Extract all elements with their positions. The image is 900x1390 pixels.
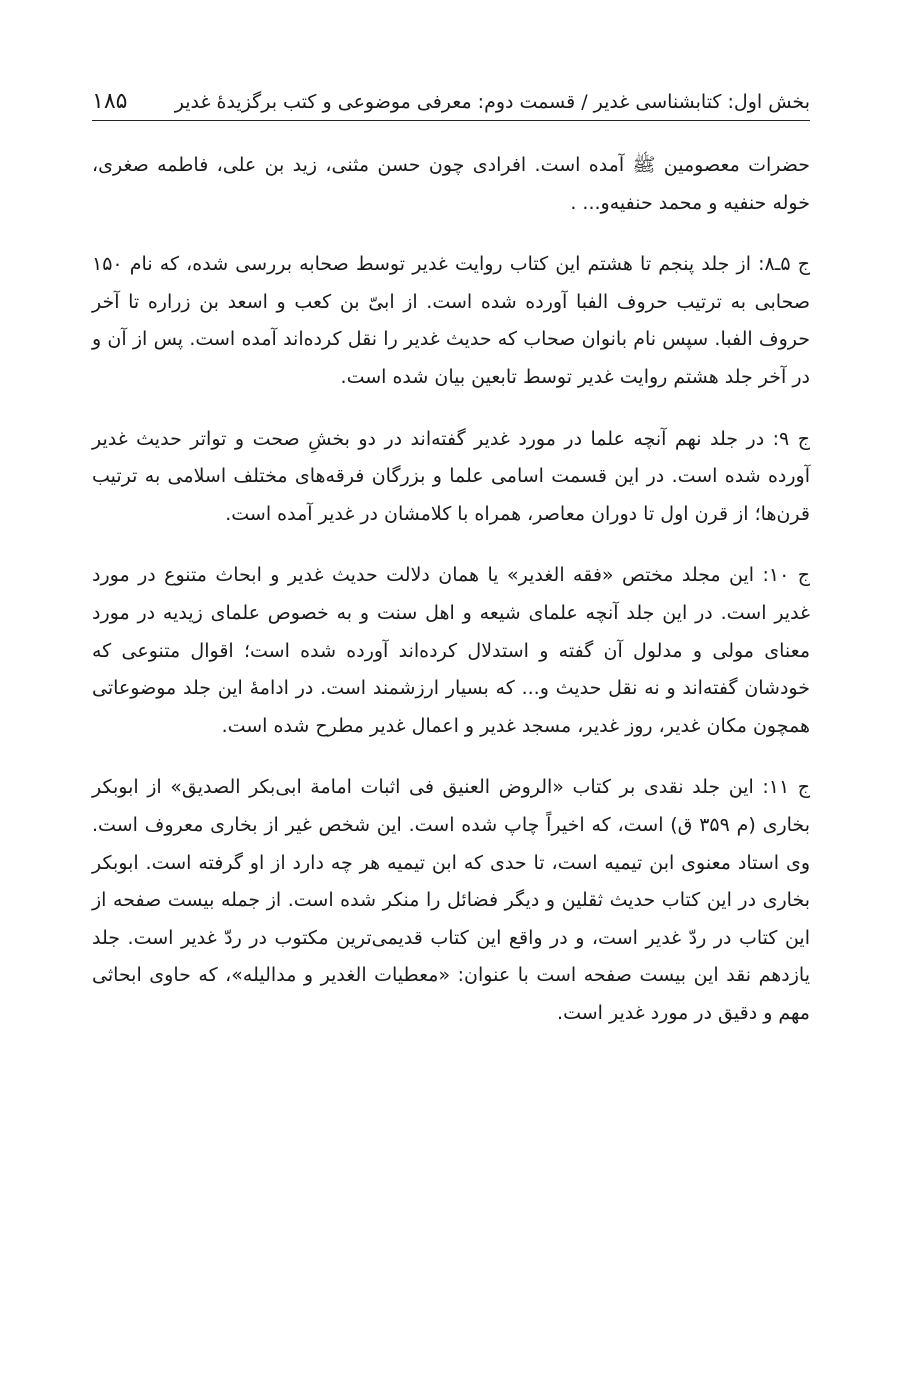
body-text [92,147,810,1032]
paragraph-volume-9: ج ۹: در جلد نهم آنچه علما در مورد غدیر گفته‌اند در دو بخشِ صحت و تواتر حدیث غدیر آورده شده است. در این قسمت اسامی علما و بزرگان فرقه‌های مختلف اسلامی به ترتیب قرن‌ها؛ از قرن اول تا دوران معاصر، همراه با کلامشان در غدیر آمده است. [92,427,810,525]
paragraph-volumes-5-8: ج ۵ـ۸: از جلد پنجم تا هشتم این کتاب روایت غدیر توسط صحابه بررسی شده، که نام ۱۵۰ صحابی به ترتیب حروف الفبا آورده شده است. از ابیّ بن کعب و اسعد بن زراره تا آخر حروف الفبا. سپس نام بانوان صحاب که حدیث غدیر را نقل کرده‌اند آمده است. پس از آن و در آخر جلد هشتم روایت غدیر توسط تابعین بیان شده است. [92,253,810,388]
page-number: ۱۸۵ [92,89,128,114]
book-page [92,70,810,1056]
paragraph-volume-11: ج ۱۱: این جلد نقدی بر کتاب «الروض العنیق فی اثبات امامة ابی‌بکر الصدیق» از ابوبکر بخاری (م ۳۵۹ ق) است، که اخیراً چاپ شده است. این شخص غیر از بخاری معروف است. وی استاد معنوی ابن تیمیه است، تا حدی که ابن تیمیه هر چه دارد از او گرفته است. ابوبکر بخاری در این کتاب حدیث ثقلین و دیگر فضائل را منکر شده است. از جمله بیست صفحه از این کتاب در ردّ غدیر است، و در واقع این کتاب قدیمی‌ترین مکتوب در ردّ غدیر است. جلد یازدهم نقد این بیست صفحه است با عنوان: «معطیات الغدیر و مدالیله»، که حاوی ابحاثی مهم و دقیق در مورد غدیر است. [92,776,810,1024]
running-title: بخش اول: کتابشناسی غدیر / قسمت دوم: معرفی موضوعی و کتب برگزیدهٔ غدیر [174,91,810,113]
paragraph-continuation: حضرات معصومین ﷺ آمده است. افرادی چون حسن مثنی، زید بن علی، فاطمه صغری، خوله حنفیه و محمد حنفیه‌و... . [92,154,810,214]
paragraph-volume-10: ج ۱۰: این مجلد مختص «فقه الغدیر» یا همان دلالت حدیث غدیر و ابحاث متنوع در مورد غدیر است. در این جلد آنچه علمای شیعه و اهل سنت و به خصوص علمای زیدیه در مورد معنای مولی و مدلول آن گفته و استدلال کرده‌اند آورده شده است؛ اقوال متنوعی که خودشان گفته‌اند و نه نقل حدیث و... که بسیار ارزشمند است. در ادامهٔ این جلد موضوعاتی همچون مکان غدیر، روز غدیر، مسجد غدیر و اعمال غدیر مطرح شده است. [92,564,810,737]
running-header [92,70,810,121]
